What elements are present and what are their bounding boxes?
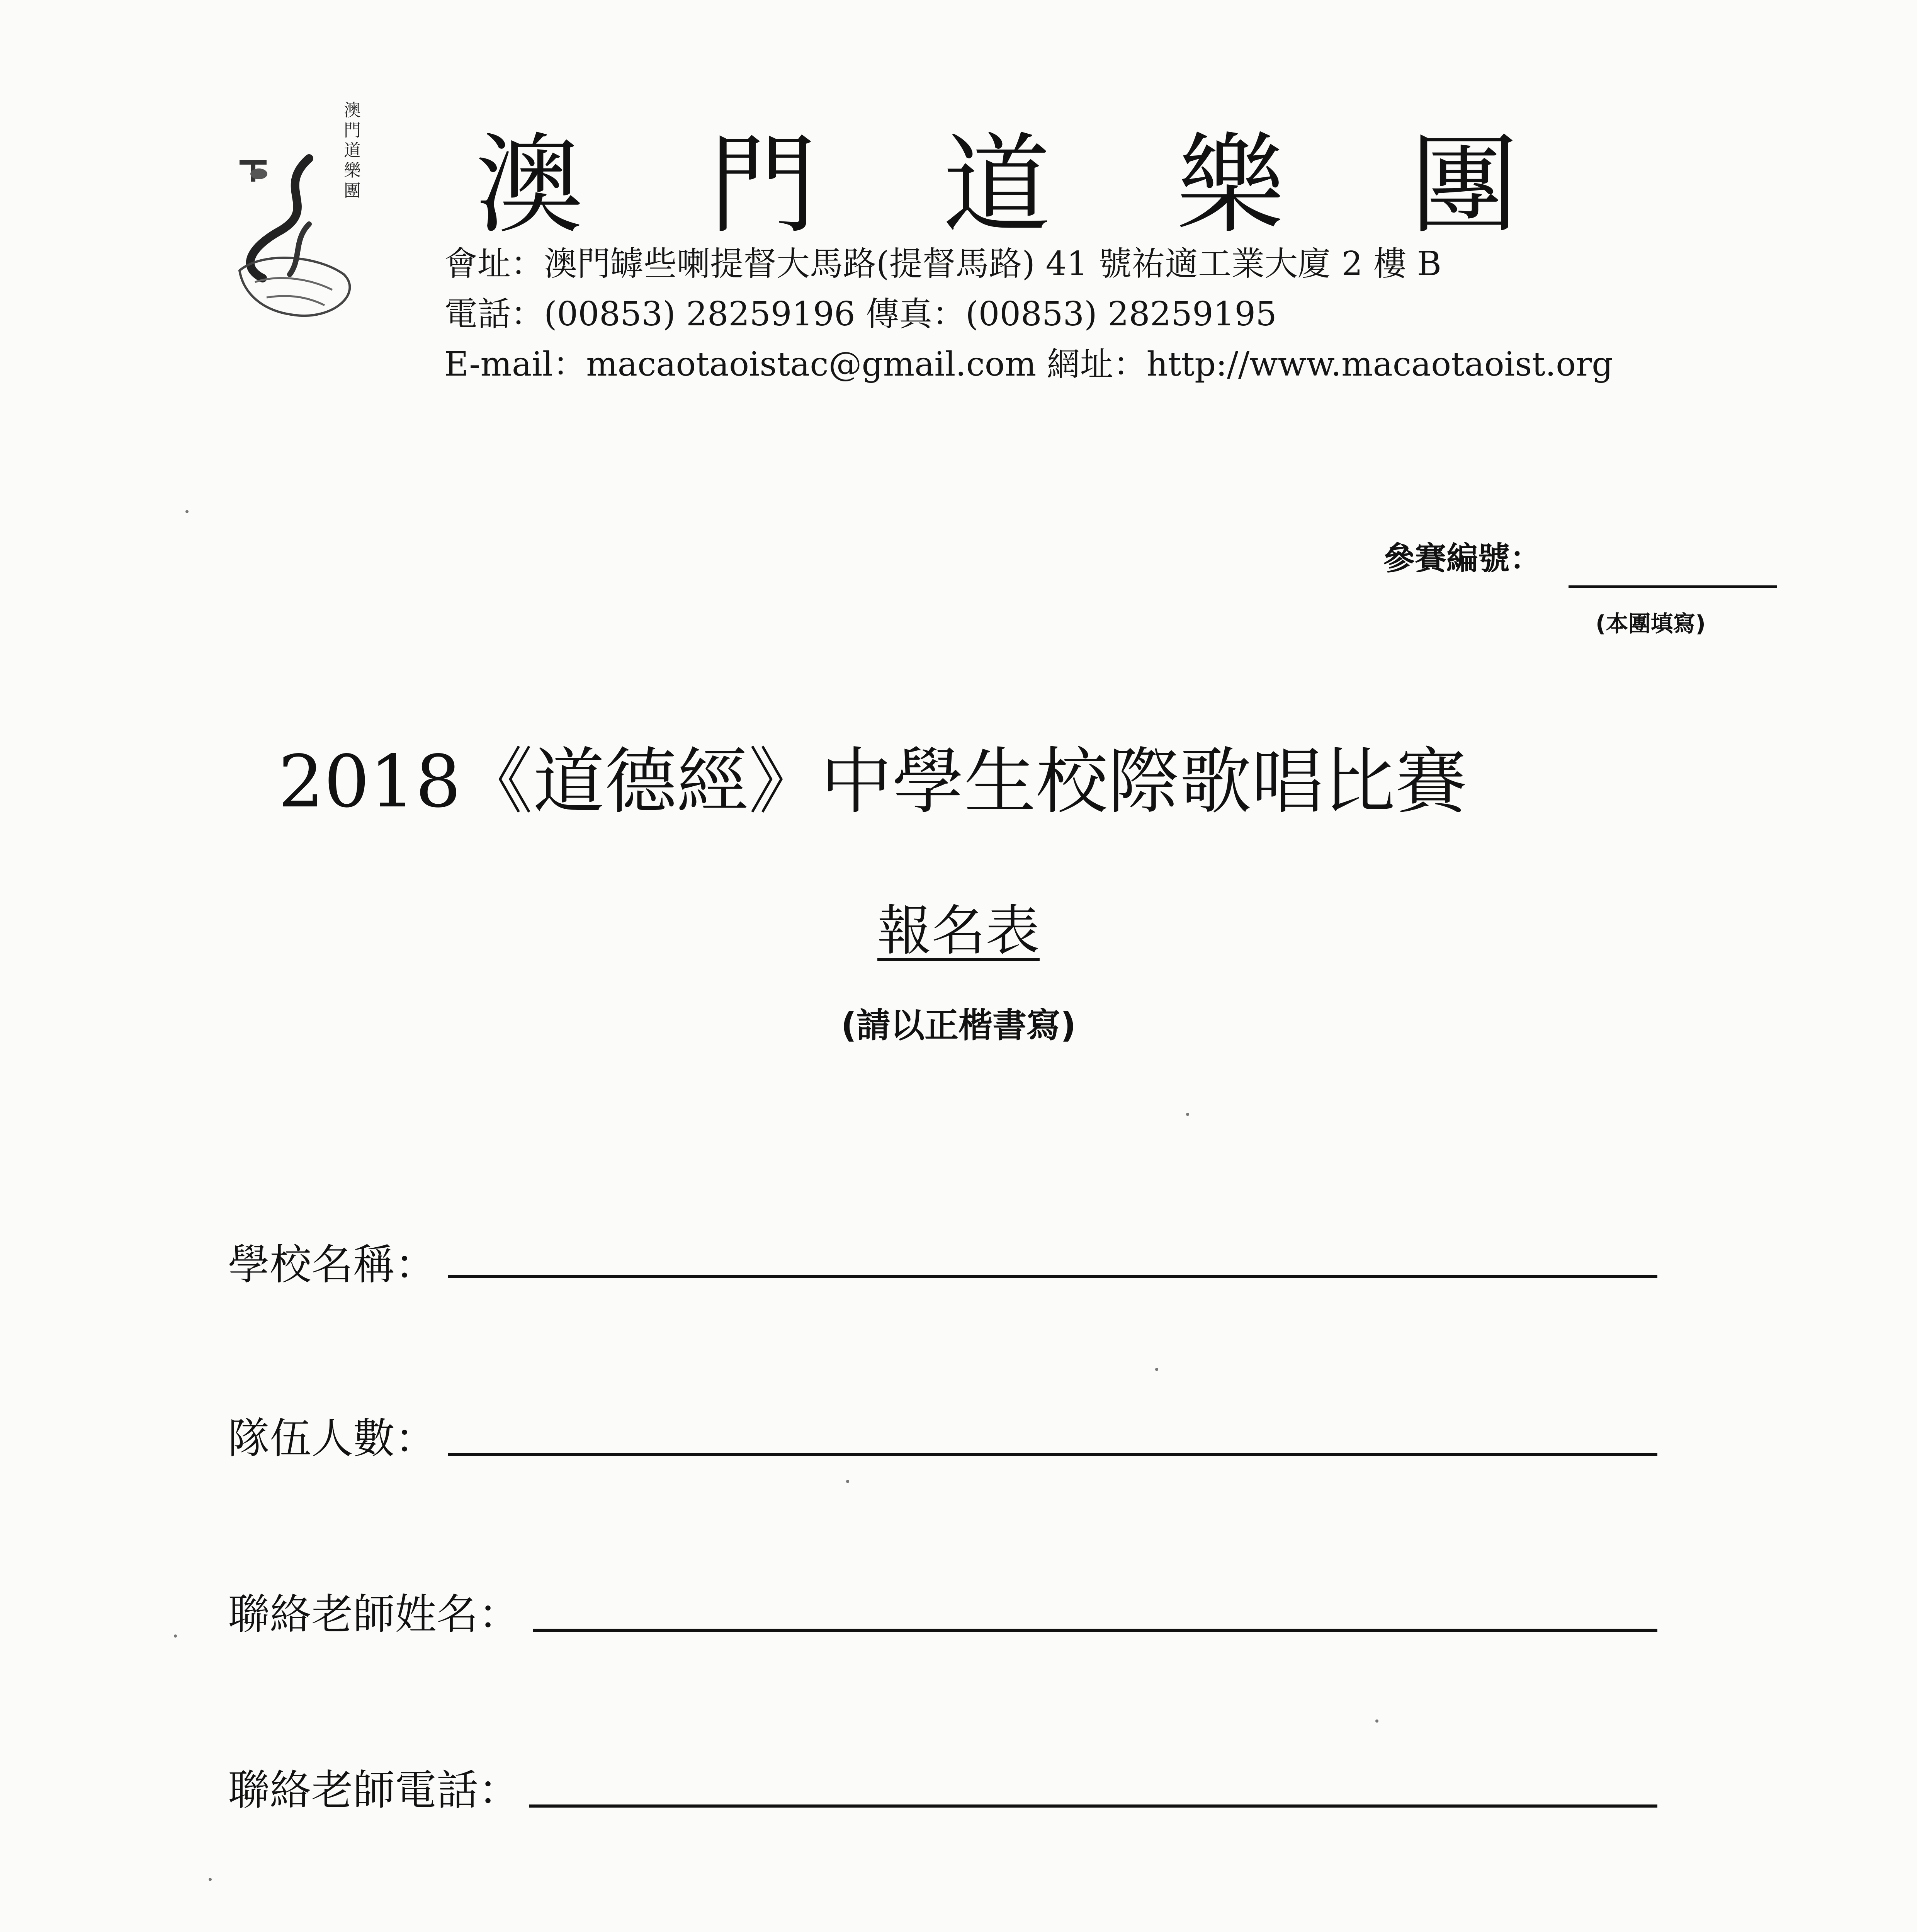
school-name-label: 學校名稱： [228,1241,437,1289]
form-subtitle-text: 報名表 [877,900,1040,963]
scan-speck [185,510,189,513]
teacher-phone-label: 聯絡老師電話： [228,1766,520,1815]
logo-char-5: 團 [344,181,361,201]
logo-char-1: 澳 [344,100,361,120]
brand-char: 道 [943,122,1051,248]
scan-speck [174,1634,177,1638]
form-subtitle [0,900,1917,963]
brand-char: 樂 [1176,122,1285,248]
school-name-line[interactable] [448,1275,1657,1278]
logo-char-3: 道 [344,141,361,160]
scan-speck [846,1480,849,1483]
teacher-name-label: 聯絡老師姓名： [228,1590,520,1639]
address-line: 會址：澳門罅些喇提督大馬路(提督馬路) 41 號祐適工業大廈 2 樓 B [444,245,1442,283]
logo-char-2: 門 [344,121,361,140]
brand-char: 澳 [475,122,583,248]
entry-number-note: (本團填寫) [1596,611,1706,637]
organization-logo [216,93,386,332]
entry-number-line[interactable] [1569,585,1777,588]
phone-fax-line: 電話：(00853) 28259196 傳真：(00853) 28259195 [444,295,1277,333]
teacher-name-line[interactable] [533,1629,1657,1632]
brand-char: 團 [1410,122,1518,248]
teacher-phone-line[interactable] [529,1804,1657,1808]
scan-speck [1375,1719,1378,1723]
form-instruction: (請以正楷書寫) [841,1005,1076,1045]
scan-speck [209,1878,212,1881]
logo-char-4: 樂 [344,161,361,180]
brand-char: 門 [709,122,817,248]
brand-name [475,122,1518,248]
entry-number-label: 參賽編號： [1383,540,1542,577]
scan-speck [1186,1113,1189,1116]
team-size-label: 隊伍人數： [228,1415,437,1463]
email-web-line: E-mail：macaotaoistac@gmail.com 網址：http://www.macaotaoist.org [444,345,1613,384]
scan-speck [1155,1368,1158,1371]
document-title: 2018《道德經》中學生校際歌唱比賽 [278,740,1467,823]
team-size-line[interactable] [448,1453,1657,1456]
